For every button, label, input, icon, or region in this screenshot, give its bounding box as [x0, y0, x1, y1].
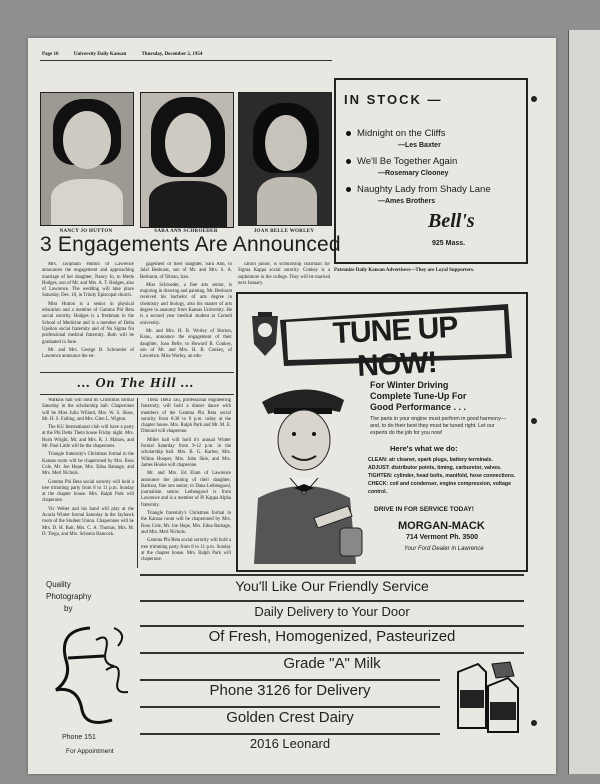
bullet-icon: [346, 131, 351, 136]
article-column-2: [140, 262, 232, 370]
song-item: Midnight on the Cliffs: [346, 128, 446, 139]
bullet-icon: [346, 187, 351, 192]
store-name: Bell's: [428, 210, 475, 232]
photo-worley: [238, 92, 332, 226]
dairy-line-6: Golden Crest Dairy: [226, 709, 354, 726]
mechanic-illustration: [244, 378, 366, 564]
tune-sub-1: For Winter Driving: [370, 380, 449, 390]
hill-item: Watkins hall will hold its Christmas formal Saturday in the scholarship hall. Chaperones will be Miss Julia Willard, Mrs. W. S. Shaw, Mr. H. S. Failing, and Mrs. Glen L. Wigton.: [42, 398, 134, 422]
header-rule: [40, 60, 332, 61]
article-paragraph: cation junior, is scholarship chairman for Sigma Kappa social sorority. Conkey is a sophomore in the college. They will be married next January.: [238, 262, 330, 286]
store-address: 925 Mass.: [432, 240, 466, 247]
article-column-1: [42, 262, 134, 370]
tune-sub-3: Good Performance . . .: [370, 402, 467, 412]
tune-body: The parts in your engine must perform in good harmony—and, to do their best they must be tuned right. Let our experts do the job for you now!: [370, 416, 507, 436]
tune-cta: DRIVE IN FOR SERVICE TODAY!: [374, 506, 474, 513]
photo-schroeder: [140, 92, 234, 228]
tune-heres: Here's what we do:: [390, 444, 458, 453]
dairy-line-1: You'll Like Our Friendly Service: [235, 578, 429, 594]
article-paragraph: Mr. and Mrs. George B. Schroeder of Lawrence announce the en-: [42, 347, 134, 360]
page-number: Page 10: [42, 52, 59, 57]
ford-shield-icon: [248, 308, 282, 364]
song-item: We'll Be Together Again: [346, 156, 457, 167]
on-the-hill-title: ... On The Hill ...: [77, 376, 195, 391]
issue-date: Thursday, December 2, 1954: [141, 52, 203, 57]
dealer-address: 714 Vermont Ph. 3500: [406, 534, 478, 541]
column-rule: [137, 398, 138, 568]
dairy-line-7: 2016 Leonard: [249, 736, 331, 751]
in-stock-title: IN STOCK —: [344, 92, 443, 107]
milk-cartons-icon: [452, 658, 524, 734]
photo-hutton: [40, 92, 134, 226]
punch-mark: [531, 418, 537, 424]
hill-item: Triangle fraternity's Christmas formal in the Kansas room will be chaperoned by Mrs. Ross Cole, Mr. Joe Hope, Mrs. Edna Ramage, and Mrs. Merl Nichols.: [141, 511, 231, 535]
hill-item: Vic Weber and his band will play at the Acacia Winter formal Saturday in the Jayhawk room of the Student Union. Chaperones will be Mrs. D. H. Bair, Mrs. C. A. Thomas, Mrs. M. D. Trega, and Mrs. Schonia Hancock.: [42, 506, 134, 537]
photographer-logo: [48, 620, 132, 732]
punch-mark: [531, 96, 537, 102]
patronize-note: Patronize Daily Kansan Advertisers—They are Loyal Supporters.: [334, 268, 475, 273]
tune-up-ad: [236, 292, 528, 572]
hill-item: Gamma Phi Beta social sorority will hold a tree trimming party from 8 to 11 p.m. Sunday at the chapter house. Mrs. Ralph Park will chaperone.: [141, 538, 231, 563]
dealer-name: MORGAN-MACK: [398, 520, 485, 532]
hill-item: Mr. and Mrs. Ed Elam of Lawrence announce the pinning of their daughter, Barbara, fine arts senior, to Dana Leibengood, journalism senior. Leibengood is from Lawrence and is a member of Pi Kappa Alpha fraternity.: [141, 471, 231, 508]
section-rule: [40, 372, 234, 373]
article-paragraph: gagement of their daughter, Sara Ann, to Jalal Beshurat, son of Mr. and Mrs. S. A. Beshurat, of Tehran, Iran.: [140, 262, 232, 280]
song-item: Naughty Lady from Shady Lane: [346, 184, 491, 195]
photo-ad-appointment: For Appointment: [66, 748, 114, 755]
song-artist: —Les Baxter: [398, 142, 441, 149]
section-rule: [40, 394, 234, 395]
song-artist: —Ames Brothers: [378, 198, 436, 205]
tune-up-headline: TUNE UP NOW!: [331, 310, 459, 384]
tune-service-item: ADJUST: distributor points, timing, carburetor, valves.: [368, 465, 502, 471]
hill-item: The KU International club will have a party at the Phi Delta Theta house Friday night. Mrs. Boris Wright, Mr. and Mrs. R. J. Mahaw, and Mr. Paul Little will be the chaperones.: [42, 425, 134, 450]
article-paragraph: Mrs. Jacqmain Hutton of Lawrence announces the engagement and approaching marriage of her daughter, Nancy Jo, to Merle Hodges, son of Mr. and Mrs. A. T. Hodges, also of Lawrence. The wedding will take place Saturday, Dec. 18, in Trinity Episcopal church.: [42, 262, 134, 299]
hill-column-1: [42, 398, 134, 566]
page-header: [42, 52, 216, 57]
hill-item: Theta Theta Tau, professional engineering fraternity, will hold a dinner dance with members of the Gamma Phi Beta social sorority from 6:30 to 8 p.m. today at the chapter house. Mrs. Ralph Park and Mr. M. E. Dimond will chaperone.: [141, 398, 231, 435]
hill-column-2: [141, 398, 231, 568]
dealer-tagline: Your Ford Dealer in Lawrence: [404, 546, 484, 552]
record-store-ad: [334, 78, 528, 264]
tune-service-item: CLEAN: air cleaner, spark plugs, battery terminals.: [368, 457, 493, 463]
dairy-ad: [140, 574, 524, 764]
photography-ad: [40, 576, 136, 764]
punch-mark: [531, 720, 537, 726]
photo-ad-phone: Phone 151: [62, 734, 96, 741]
caption-hutton: NANCY JO HUTTON: [59, 229, 113, 234]
photo-ad-line-3: by: [64, 604, 73, 613]
photo-ad-line-2: Photography: [46, 592, 92, 601]
song-artist: —Rosemary Clooney: [378, 170, 449, 177]
hill-item: Gamma Phi Beta social sorority will hold a tree trimming party from 8 to 11 p.m. Sunday at the chapter house. Mrs. Ralph Park will chaperone.: [42, 479, 134, 504]
hill-item: Triangle fraternity's Christmas formal in the Kansas room will be chaperoned by Mrs. Ross Cole, Mr. Joe Hope, Mrs. Edna Ramage, and Mrs. Merl Nichols.: [42, 452, 134, 477]
article-paragraph: Miss Hutton is a senior in physical education and a member of Gamma Phi Beta social sorority. Hodges is a freshman in the School of Medicine and is a member of Delta Upsilon social fraternity and of Nu Sigma Nu professional medical fraternity. Both will be graduated in June.: [42, 301, 134, 345]
article-paragraph: Mr. and Mrs. H. B. Worley of Horton, Kans., announce the engagement of their daughter, Joan Belle, to Howard B. Conkey, son of Mr. and Mrs. H. B. Conkey, of Lawrence. Miss Worley, an edu-: [140, 328, 232, 360]
dairy-line-4: Grade "A" Milk: [283, 655, 381, 672]
hill-item: Miller hall will hold it's annual Winter formal Saturday from 9-12 p.m. in the scholarship hall. Mrs. B. G. Karber, Mrs. Wilma Hooper, Mrs. John Skie, and Mrs. James Hooke will chaperone.: [141, 437, 231, 468]
caption-worley: JOAN BELLE WORLEY: [253, 229, 315, 234]
tune-service-list: [368, 456, 518, 496]
bullet-icon: [346, 159, 351, 164]
tune-sub-2: Complete Tune-Up For: [370, 391, 467, 401]
paper-name: University Daily Kansan: [73, 52, 127, 57]
article-headline: 3 Engagements Are Announced: [40, 233, 341, 256]
caption-schroeder: SARA ANN SCHROEDER: [154, 229, 218, 234]
tune-service-item: TIGHTEN: cylinder, head bolts, manifold, hose connections.: [368, 473, 516, 479]
dairy-line-3: Of Fresh, Homogenized, Pasteurized: [208, 628, 456, 645]
photo-ad-line-1: Quality: [46, 580, 71, 589]
dairy-line-2: Daily Delivery to Your Door: [254, 604, 410, 619]
article-paragraph: Miss Schroeder, a fine arts senior, is majoring in drawing and painting. Mr. Beshurat received his bachelor of arts degree in chemistry and biology, also his master of arts degree in anatomy from Kansas University. He is a second year medical student at Cornell university.: [140, 282, 232, 326]
adjacent-page-edge: [568, 30, 600, 774]
tune-service-item: CHECK: coil and condenser, engine compression, voltage control.: [368, 481, 511, 495]
dairy-line-5: Phone 3126 for Delivery: [209, 682, 371, 699]
